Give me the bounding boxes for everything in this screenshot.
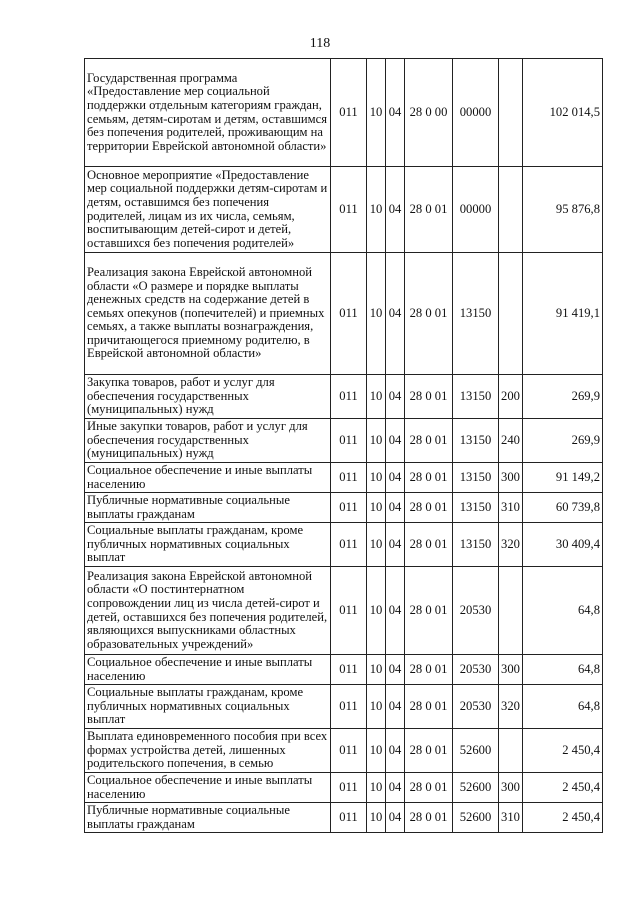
row-program-code: 28 0 01 xyxy=(405,655,453,685)
table-row xyxy=(85,253,603,375)
row-ministry-code: 011 xyxy=(331,463,367,493)
row-program-code: 28 0 01 xyxy=(405,253,453,375)
row-direction-code: 13150 xyxy=(453,493,499,523)
budget-table xyxy=(84,58,603,833)
row-subsection-code: 04 xyxy=(386,419,405,463)
row-expense-type-code xyxy=(499,567,523,655)
row-expense-type-code: 300 xyxy=(499,773,523,803)
row-ministry-code: 011 xyxy=(331,655,367,685)
row-amount: 2 450,4 xyxy=(523,773,603,803)
row-section-code: 10 xyxy=(367,463,386,493)
row-ministry-code: 011 xyxy=(331,685,367,729)
row-section-code: 10 xyxy=(367,59,386,167)
row-amount: 91 149,2 xyxy=(523,463,603,493)
row-section-code: 10 xyxy=(367,803,386,833)
row-section-code: 10 xyxy=(367,493,386,523)
table-row xyxy=(85,419,603,463)
row-amount: 2 450,4 xyxy=(523,803,603,833)
row-program-code: 28 0 01 xyxy=(405,493,453,523)
row-program-code: 28 0 01 xyxy=(405,167,453,253)
row-name: Социальные выплаты гражданам, кроме публичных нормативных социальных выплат xyxy=(85,523,331,567)
row-subsection-code: 04 xyxy=(386,773,405,803)
row-section-code: 10 xyxy=(367,253,386,375)
row-ministry-code: 011 xyxy=(331,419,367,463)
row-direction-code: 13150 xyxy=(453,375,499,419)
row-direction-code: 20530 xyxy=(453,685,499,729)
row-amount: 2 450,4 xyxy=(523,729,603,773)
row-name: Реализация закона Еврейской автономной области «О размере и порядке выплаты денежных средств на содержание детей в семьях опекунов (попечителей) и приемных семьях, а также выплаты вознаграждения, причитающегося приемному родителю, в Еврейской автономной области» xyxy=(85,253,331,375)
row-amount: 269,9 xyxy=(523,419,603,463)
row-subsection-code: 04 xyxy=(386,685,405,729)
table-row xyxy=(85,685,603,729)
row-ministry-code: 011 xyxy=(331,59,367,167)
row-expense-type-code: 300 xyxy=(499,463,523,493)
row-program-code: 28 0 00 xyxy=(405,59,453,167)
row-name: Выплата единовременного пособия при всех формах устройства детей, лишенных родительского попечения, в семью xyxy=(85,729,331,773)
table-row xyxy=(85,493,603,523)
row-ministry-code: 011 xyxy=(331,567,367,655)
row-program-code: 28 0 01 xyxy=(405,375,453,419)
table-row xyxy=(85,803,603,833)
row-section-code: 10 xyxy=(367,655,386,685)
row-program-code: 28 0 01 xyxy=(405,729,453,773)
row-ministry-code: 011 xyxy=(331,493,367,523)
row-direction-code: 13150 xyxy=(453,463,499,493)
row-subsection-code: 04 xyxy=(386,729,405,773)
row-expense-type-code: 320 xyxy=(499,685,523,729)
row-subsection-code: 04 xyxy=(386,375,405,419)
row-direction-code: 00000 xyxy=(453,59,499,167)
row-name: Социальные выплаты гражданам, кроме публичных нормативных социальных выплат xyxy=(85,685,331,729)
row-amount: 269,9 xyxy=(523,375,603,419)
row-ministry-code: 011 xyxy=(331,803,367,833)
row-name: Иные закупки товаров, работ и услуг для обеспечения государственных (муниципальных) нужд xyxy=(85,419,331,463)
row-program-code: 28 0 01 xyxy=(405,685,453,729)
row-ministry-code: 011 xyxy=(331,729,367,773)
row-section-code: 10 xyxy=(367,729,386,773)
row-expense-type-code: 240 xyxy=(499,419,523,463)
row-name: Публичные нормативные социальные выплаты гражданам xyxy=(85,493,331,523)
row-subsection-code: 04 xyxy=(386,567,405,655)
row-direction-code: 52600 xyxy=(453,729,499,773)
table-row xyxy=(85,167,603,253)
row-name: Основное мероприятие «Предоставление мер социальной поддержки детям-сиротам и детям, оставшимся без попечения родителей, лицам из их числа, семьям, воспитывающим детей-сирот и детей, оставшихся без попечения родителей» xyxy=(85,167,331,253)
row-name: Государственная программа «Предоставление мер социальной поддержки отдельным категориям граждан, семьям, детям-сиротам и детям, оставшимся без попечения родителей, проживающим на территории Еврейской автономной области» xyxy=(85,59,331,167)
row-subsection-code: 04 xyxy=(386,803,405,833)
row-program-code: 28 0 01 xyxy=(405,567,453,655)
row-name: Закупка товаров, работ и услуг для обеспечения государственных (муниципальных) нужд xyxy=(85,375,331,419)
row-direction-code: 13150 xyxy=(453,419,499,463)
row-program-code: 28 0 01 xyxy=(405,419,453,463)
row-amount: 64,8 xyxy=(523,685,603,729)
table-row xyxy=(85,463,603,493)
row-section-code: 10 xyxy=(367,375,386,419)
row-subsection-code: 04 xyxy=(386,59,405,167)
row-name: Социальное обеспечение и иные выплаты населению xyxy=(85,655,331,685)
row-subsection-code: 04 xyxy=(386,493,405,523)
table-row xyxy=(85,567,603,655)
row-section-code: 10 xyxy=(367,773,386,803)
table-row xyxy=(85,655,603,685)
row-direction-code: 13150 xyxy=(453,253,499,375)
row-section-code: 10 xyxy=(367,167,386,253)
row-program-code: 28 0 01 xyxy=(405,803,453,833)
row-program-code: 28 0 01 xyxy=(405,773,453,803)
row-expense-type-code xyxy=(499,59,523,167)
row-direction-code: 52600 xyxy=(453,803,499,833)
row-ministry-code: 011 xyxy=(331,167,367,253)
row-subsection-code: 04 xyxy=(386,253,405,375)
row-section-code: 10 xyxy=(367,567,386,655)
row-amount: 102 014,5 xyxy=(523,59,603,167)
row-direction-code: 00000 xyxy=(453,167,499,253)
row-program-code: 28 0 01 xyxy=(405,523,453,567)
row-name: Социальное обеспечение и иные выплаты населению xyxy=(85,773,331,803)
row-amount: 60 739,8 xyxy=(523,493,603,523)
table-row xyxy=(85,375,603,419)
row-direction-code: 52600 xyxy=(453,773,499,803)
table-row xyxy=(85,59,603,167)
row-subsection-code: 04 xyxy=(386,167,405,253)
row-expense-type-code xyxy=(499,729,523,773)
row-expense-type-code: 200 xyxy=(499,375,523,419)
row-name: Публичные нормативные социальные выплаты гражданам xyxy=(85,803,331,833)
page-number: 118 xyxy=(309,36,331,51)
row-amount: 30 409,4 xyxy=(523,523,603,567)
row-amount: 64,8 xyxy=(523,655,603,685)
row-amount: 91 419,1 xyxy=(523,253,603,375)
table-row xyxy=(85,523,603,567)
row-ministry-code: 011 xyxy=(331,773,367,803)
row-expense-type-code: 310 xyxy=(499,803,523,833)
table-body xyxy=(85,59,603,833)
row-name: Реализация закона Еврейской автономной области «О постинтернатном сопровождении лиц из числа детей-сирот и детей, оставшихся без попечения родителей, являющихся выпускниками областных образовательных учреждений» xyxy=(85,567,331,655)
row-expense-type-code: 310 xyxy=(499,493,523,523)
row-expense-type-code xyxy=(499,167,523,253)
row-direction-code: 20530 xyxy=(453,567,499,655)
row-expense-type-code xyxy=(499,253,523,375)
row-ministry-code: 011 xyxy=(331,523,367,567)
row-program-code: 28 0 01 xyxy=(405,463,453,493)
row-direction-code: 13150 xyxy=(453,523,499,567)
row-section-code: 10 xyxy=(367,419,386,463)
table-row xyxy=(85,729,603,773)
row-ministry-code: 011 xyxy=(331,375,367,419)
table-row xyxy=(85,773,603,803)
row-expense-type-code: 300 xyxy=(499,655,523,685)
row-name: Социальное обеспечение и иные выплаты населению xyxy=(85,463,331,493)
row-amount: 95 876,8 xyxy=(523,167,603,253)
row-expense-type-code: 320 xyxy=(499,523,523,567)
row-section-code: 10 xyxy=(367,523,386,567)
row-amount: 64,8 xyxy=(523,567,603,655)
row-subsection-code: 04 xyxy=(386,655,405,685)
row-subsection-code: 04 xyxy=(386,463,405,493)
row-direction-code: 20530 xyxy=(453,655,499,685)
row-section-code: 10 xyxy=(367,685,386,729)
row-ministry-code: 011 xyxy=(331,253,367,375)
row-subsection-code: 04 xyxy=(386,523,405,567)
